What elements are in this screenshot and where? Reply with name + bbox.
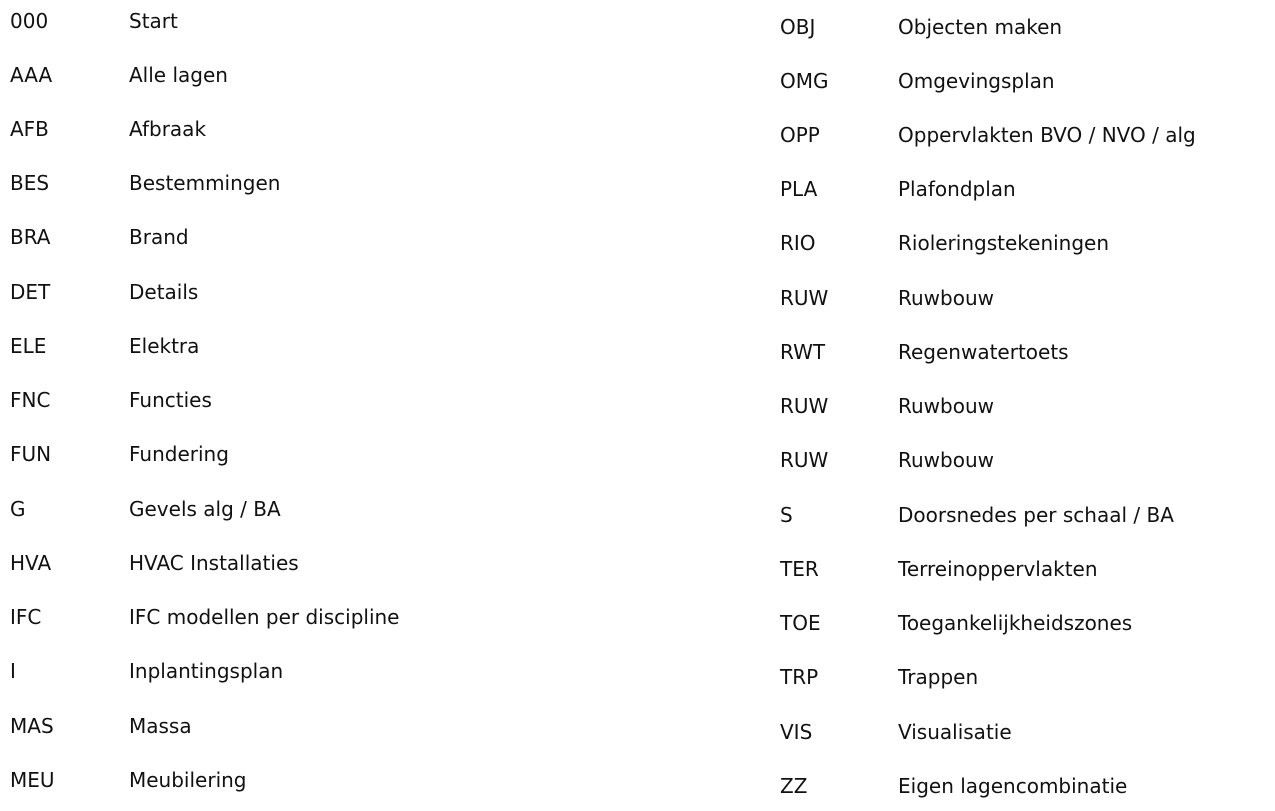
- layer-code: FNC: [10, 388, 51, 412]
- layer-label: Objecten maken: [898, 15, 1063, 39]
- layer-code: ELE: [10, 334, 47, 358]
- layer-label: Ruwbouw: [898, 286, 994, 310]
- layer-code: RWT: [780, 340, 826, 364]
- layer-code: RIO: [780, 231, 816, 255]
- layer-label: Elektra: [129, 334, 200, 358]
- layer-label: HVAC Installaties: [129, 551, 299, 575]
- layer-code: HVA: [10, 551, 52, 575]
- layer-code: RUW: [780, 286, 829, 310]
- layer-label: Bestemmingen: [129, 171, 281, 195]
- layer-label: Inplantingsplan: [129, 659, 284, 683]
- layer-code: AAA: [10, 63, 53, 87]
- layer-label: Rioleringstekeningen: [898, 231, 1110, 255]
- layer-code: OPP: [780, 123, 820, 147]
- layer-code: OBJ: [780, 15, 816, 39]
- layer-label: Terreinoppervlakten: [898, 557, 1098, 581]
- layer-code: AFB: [10, 117, 49, 141]
- layer-code: TER: [780, 557, 819, 581]
- layer-label: Regenwatertoets: [898, 340, 1069, 364]
- layer-label: Meubilering: [129, 768, 247, 792]
- layer-label: Eigen lagencombinatie: [898, 774, 1128, 798]
- layer-code: RUW: [780, 448, 829, 472]
- layer-label: IFC modellen per discipline: [129, 605, 400, 629]
- layer-code: FUN: [10, 442, 52, 466]
- layer-code: I: [10, 659, 16, 683]
- layer-code: VIS: [780, 720, 813, 744]
- layer-code: MEU: [10, 768, 55, 792]
- layer-code: TOE: [780, 611, 821, 635]
- layer-label: Trappen: [898, 665, 979, 689]
- layer-label: Fundering: [129, 442, 229, 466]
- layer-label: Ruwbouw: [898, 448, 994, 472]
- layer-label: Omgevingsplan: [898, 69, 1055, 93]
- layer-code: IFC: [10, 605, 42, 629]
- layer-code: G: [10, 497, 26, 521]
- layer-label: Afbraak: [129, 117, 207, 141]
- layer-code: RUW: [780, 394, 829, 418]
- layer-code: BES: [10, 171, 50, 195]
- layer-code: PLA: [780, 177, 818, 201]
- layer-code: DET: [10, 280, 51, 304]
- layer-code: TRP: [780, 665, 819, 689]
- layer-label: Details: [129, 280, 199, 304]
- layer-label: Start: [129, 9, 178, 33]
- layer-label: Toegankelijkheidszones: [898, 611, 1133, 635]
- layer-label: Gevels alg / BA: [129, 497, 281, 521]
- layer-label: Doorsnedes per schaal / BA: [898, 503, 1174, 527]
- layer-label: Alle lagen: [129, 63, 228, 87]
- layer-code: MAS: [10, 714, 54, 738]
- layer-label: Visualisatie: [898, 720, 1012, 744]
- layer-code: S: [780, 503, 793, 527]
- layer-label: Oppervlakten BVO / NVO / alg: [898, 123, 1196, 147]
- layer-code: OMG: [780, 69, 829, 93]
- layer-label: Functies: [129, 388, 212, 412]
- layer-code: 000: [10, 9, 49, 33]
- layer-label: Ruwbouw: [898, 394, 994, 418]
- layer-label: Brand: [129, 225, 189, 249]
- layer-code: ZZ: [780, 774, 808, 798]
- layer-label: Massa: [129, 714, 192, 738]
- layer-label: Plafondplan: [898, 177, 1016, 201]
- layer-code: BRA: [10, 225, 51, 249]
